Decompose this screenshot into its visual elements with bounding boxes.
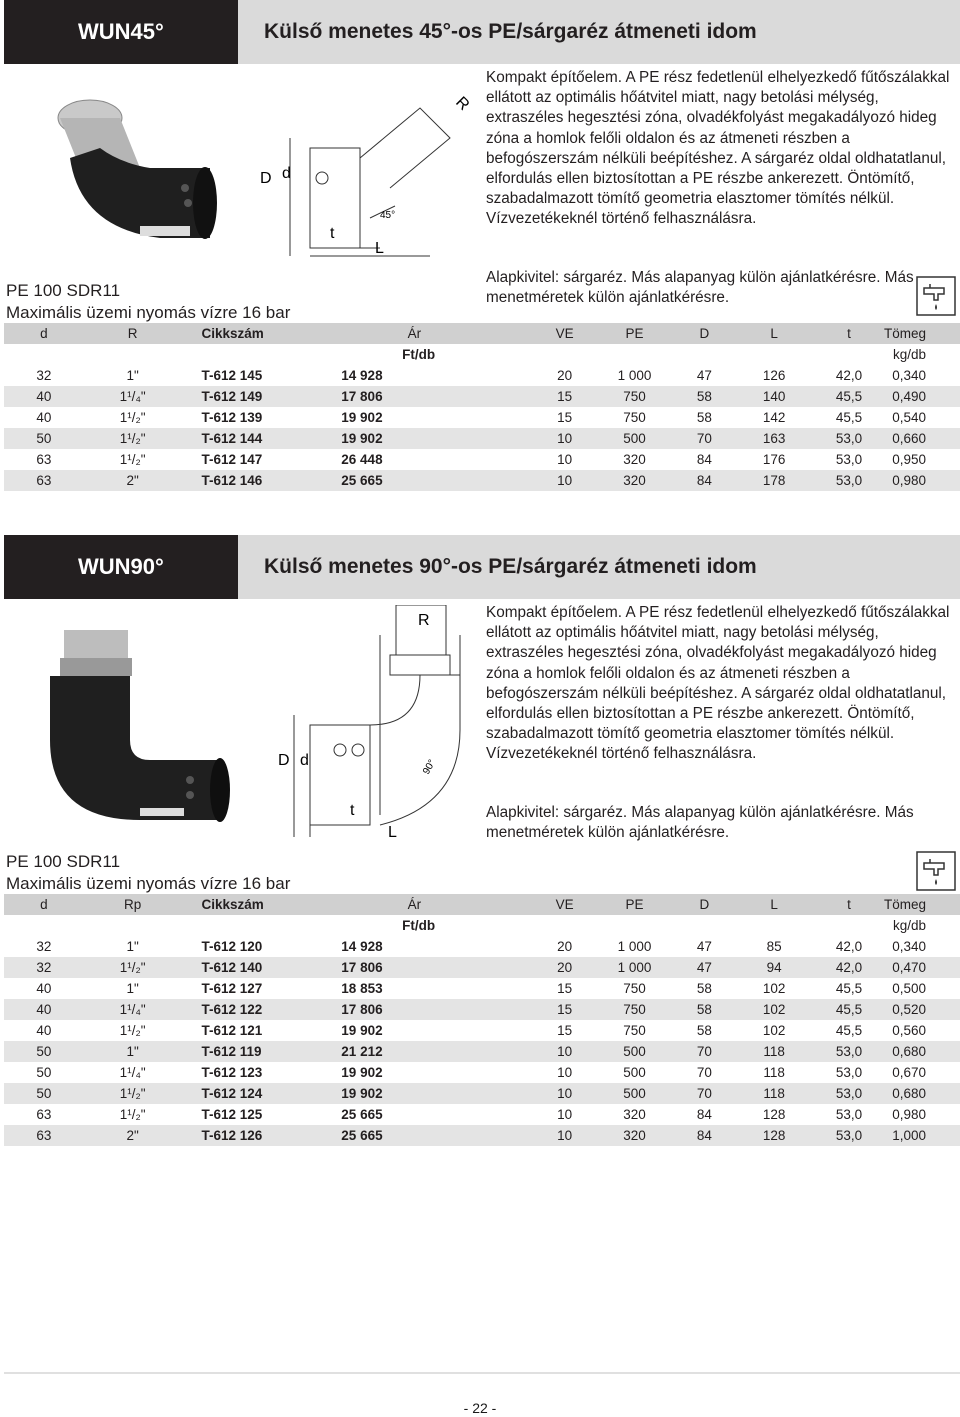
table-cell: T-612 127 bbox=[201, 981, 263, 996]
table-cell: 1 000 bbox=[617, 939, 652, 954]
table-cell: 320 bbox=[623, 452, 646, 467]
table-row bbox=[4, 999, 960, 1020]
table-cell: 17 806 bbox=[341, 960, 383, 975]
table-cell: 0,680 bbox=[892, 1044, 926, 1059]
gap-cell bbox=[435, 365, 535, 386]
table-cell: 0,490 bbox=[892, 389, 926, 404]
dim-d: d bbox=[300, 752, 309, 769]
table-cell: 58 bbox=[696, 389, 712, 404]
gap-cell bbox=[435, 470, 535, 491]
section-title: Külső menetes 90°-os PE/sárgaréz átmeneti idom bbox=[264, 555, 757, 578]
table-cell: 750 bbox=[623, 1023, 646, 1038]
table-cell: T-612 149 bbox=[201, 389, 263, 404]
dim-D: D bbox=[278, 752, 290, 769]
table-cell: 58 bbox=[696, 1002, 712, 1017]
table-cell: T-612 120 bbox=[201, 939, 263, 954]
table-cell: 20 bbox=[557, 939, 573, 954]
section-note: Alapkivitel: sárgaréz. Más alapanyag külön ajánlatkérésre. Más menetméretek külön ajánlatkérésre. bbox=[486, 804, 914, 842]
technical-drawing-45 bbox=[250, 78, 480, 258]
gap-cell bbox=[435, 957, 535, 978]
gap-cell bbox=[435, 1125, 535, 1146]
product-photo-45 bbox=[20, 78, 230, 258]
table-cell: T-612 145 bbox=[201, 368, 263, 383]
table-unit-row: Ft/db kg/db bbox=[4, 344, 960, 365]
spec-line-1: PE 100 SDR11 bbox=[6, 281, 121, 300]
section-description: Kompakt építőelem. A PE rész fedetlenül elhelyezkedő fűtőszálakkal ellátott az optimális hőátvitel miatt, nagy betolási mélység, extraszéles hegesztési zóna, olvadékfolyást megakadályozó hideg zóna a homlok felőli oldalon és az átmeneti részben a befogószerszám nélküli beépítéshez. A sárgaréz oldal oldhatatlanul, elfordulás ellen biztosítottan a PE részbe ankerezett. Öntömítő, szabadalmazott tömítő geometria elasztomer tömítés nélkül. Vízvezetékeknél történő felhasználásra. bbox=[486, 604, 950, 763]
table-cell: 70 bbox=[696, 1065, 712, 1080]
table-cell: 53,0 bbox=[835, 1065, 863, 1080]
table-cell: 0,540 bbox=[892, 410, 926, 425]
table-cell: T-612 124 bbox=[201, 1086, 263, 1101]
table-cell: 1,000 bbox=[892, 1128, 926, 1143]
product-code: WUN45° bbox=[4, 0, 238, 64]
table-header-row: d R Cikkszám Ár VE PE D L t Tömeg bbox=[4, 323, 960, 344]
table-cell: T-612 147 bbox=[201, 452, 263, 467]
product-code: WUN90° bbox=[4, 535, 238, 599]
table-cell: 750 bbox=[623, 410, 646, 425]
dim-angle: 45° bbox=[380, 210, 396, 221]
table-cell: 32 bbox=[36, 368, 52, 383]
table-cell: 70 bbox=[696, 1044, 712, 1059]
table-cell: 320 bbox=[623, 1107, 646, 1122]
table-row bbox=[4, 957, 960, 978]
table-cell: 0,340 bbox=[892, 939, 926, 954]
dim-R: R bbox=[418, 612, 430, 629]
table-cell: 102 bbox=[762, 1023, 786, 1038]
table-cell: 84 bbox=[696, 1107, 712, 1122]
table-cell: T-612 140 bbox=[201, 960, 263, 975]
table-cell: 140 bbox=[762, 389, 786, 404]
table-cell: T-612 144 bbox=[201, 431, 263, 446]
table-cell: 58 bbox=[696, 1023, 712, 1038]
table-cell: 40 bbox=[36, 389, 52, 404]
dim-angle: 90° bbox=[421, 757, 439, 777]
table-cell: 53,0 bbox=[835, 1128, 863, 1143]
table-cell: T-612 119 bbox=[201, 1044, 262, 1059]
gap-cell bbox=[435, 449, 535, 470]
table-cell: 63 bbox=[36, 1128, 52, 1143]
spec-table-90 bbox=[4, 894, 960, 1146]
table-row bbox=[4, 1020, 960, 1041]
table-cell: 102 bbox=[762, 1002, 786, 1017]
table-row bbox=[4, 386, 960, 407]
table-cell: 70 bbox=[696, 431, 712, 446]
table-cell: 15 bbox=[557, 1023, 573, 1038]
table-cell: 1¹/₂" bbox=[119, 1107, 146, 1122]
table-cell: 94 bbox=[766, 960, 782, 975]
table-cell: 0,500 bbox=[892, 981, 926, 996]
dim-d: d bbox=[282, 165, 291, 182]
table-cell: T-612 125 bbox=[201, 1107, 263, 1122]
table-row bbox=[4, 365, 960, 386]
table-cell: 15 bbox=[557, 981, 573, 996]
table-cell: 45,5 bbox=[835, 1002, 863, 1017]
table-cell: 10 bbox=[557, 1128, 573, 1143]
table-cell: 53,0 bbox=[835, 1107, 863, 1122]
tap-icon bbox=[916, 276, 956, 316]
table-cell: T-612 121 bbox=[201, 1023, 263, 1038]
table-cell: 21 212 bbox=[341, 1044, 383, 1059]
table-cell: 118 bbox=[763, 1044, 785, 1059]
table-cell: 0,670 bbox=[892, 1065, 926, 1080]
table-cell: 47 bbox=[696, 939, 712, 954]
table-row bbox=[4, 470, 960, 491]
spec-line-1: PE 100 SDR11 bbox=[6, 852, 121, 871]
table-cell: 84 bbox=[696, 473, 712, 488]
table-cell: 40 bbox=[36, 410, 52, 425]
gap-cell bbox=[435, 1083, 535, 1104]
table-cell: 20 bbox=[557, 368, 573, 383]
table-cell: T-612 122 bbox=[201, 1002, 263, 1017]
table-cell: 25 665 bbox=[341, 1128, 383, 1143]
table-cell: 1" bbox=[126, 368, 139, 383]
table-cell: 1¹/₂" bbox=[119, 1086, 146, 1101]
table-cell: 10 bbox=[557, 473, 573, 488]
table-cell: 18 853 bbox=[341, 981, 383, 996]
table-cell: 14 928 bbox=[341, 939, 383, 954]
table-cell: 19 902 bbox=[341, 410, 383, 425]
dim-L: L bbox=[375, 240, 384, 257]
table-cell: 0,950 bbox=[892, 452, 926, 467]
section-header bbox=[4, 535, 960, 599]
table-cell: 50 bbox=[36, 1065, 52, 1080]
gap-cell bbox=[435, 936, 535, 957]
spec-line-2: Maximális üzemi nyomás vízre 16 bar bbox=[6, 303, 291, 322]
table-cell: 750 bbox=[623, 1002, 646, 1017]
table-cell: 15 bbox=[557, 410, 573, 425]
product-photo-90 bbox=[40, 630, 240, 830]
table-cell: 25 665 bbox=[341, 1107, 383, 1122]
table-cell: 750 bbox=[623, 981, 646, 996]
table-cell: 0,660 bbox=[892, 431, 926, 446]
table-cell: 10 bbox=[557, 1107, 573, 1122]
section-description: Kompakt építőelem. A PE rész fedetlenül elhelyezkedő fűtőszálakkal ellátott az optimális hőátvitel miatt, nagy betolási mélység, extraszéles hegesztési zóna, olvadékfolyást megakadályozó hideg zóna a homlok felőli oldalon és az átmeneti részben a befogószerszám nélküli beépítéshez. A sárgaréz oldal oldhatatlanul, elfordulás ellen biztosítottan a PE részbe ankerezett. Öntömítő, szabadalmazott tömítő geometria elasztomer tömítés nélkül. Vízvezetékeknél történő felhasználásra. bbox=[486, 69, 950, 228]
table-row bbox=[4, 1083, 960, 1104]
table-cell: 45,5 bbox=[835, 389, 863, 404]
table-cell: 500 bbox=[623, 1086, 646, 1101]
table-cell: 1¹/₄" bbox=[119, 1002, 146, 1017]
table-cell: 1 000 bbox=[617, 960, 652, 975]
table-cell: T-612 139 bbox=[201, 410, 263, 425]
table-cell: 40 bbox=[36, 1002, 52, 1017]
table-cell: 85 bbox=[766, 939, 782, 954]
table-cell: 1¹/₄" bbox=[119, 389, 146, 404]
table-cell: 58 bbox=[696, 410, 712, 425]
table-cell: 19 902 bbox=[341, 431, 383, 446]
table-cell: 500 bbox=[623, 431, 646, 446]
table-cell: 63 bbox=[36, 452, 52, 467]
table-cell: 50 bbox=[36, 1086, 52, 1101]
gap-cell bbox=[435, 1020, 535, 1041]
table-cell: 63 bbox=[36, 473, 52, 488]
table-cell: 20 bbox=[557, 960, 573, 975]
table-cell: 1¹/₂" bbox=[119, 431, 146, 446]
table-cell: 1" bbox=[126, 981, 139, 996]
table-cell: T-612 146 bbox=[201, 473, 263, 488]
table-cell: 25 665 bbox=[341, 473, 383, 488]
table-cell: 42,0 bbox=[835, 368, 863, 383]
table-cell: 45,5 bbox=[835, 1023, 863, 1038]
page-number: - 22 - bbox=[463, 1400, 497, 1416]
table-cell: T-612 126 bbox=[201, 1128, 263, 1143]
table-cell: 26 448 bbox=[341, 452, 383, 467]
table-cell: 178 bbox=[762, 473, 786, 488]
spec-line-2: Maximális üzemi nyomás vízre 16 bar bbox=[6, 874, 291, 893]
table-cell: 0,470 bbox=[892, 960, 926, 975]
table-row bbox=[4, 449, 960, 470]
table-cell: 102 bbox=[762, 981, 786, 996]
table-cell: 53,0 bbox=[835, 452, 863, 467]
table-cell: 10 bbox=[557, 1065, 573, 1080]
table-cell: 320 bbox=[623, 1128, 646, 1143]
section-note: Alapkivitel: sárgaréz. Más alapanyag külön ajánlatkérésre. Más menetméretek külön ajánlatkérésre. bbox=[486, 269, 914, 307]
table-cell: 84 bbox=[696, 1128, 712, 1143]
table-cell: 53,0 bbox=[835, 431, 863, 446]
table-cell: 500 bbox=[623, 1065, 646, 1080]
table-cell: 128 bbox=[762, 1107, 786, 1122]
table-row bbox=[4, 1041, 960, 1062]
section-title: Külső menetes 45°-os PE/sárgaréz átmeneti idom bbox=[264, 20, 757, 43]
table-cell: 0,560 bbox=[892, 1023, 926, 1038]
table-cell: 53,0 bbox=[835, 473, 863, 488]
table-cell: 32 bbox=[36, 939, 52, 954]
technical-drawing-90 bbox=[270, 605, 480, 840]
dim-R: R bbox=[452, 93, 473, 115]
table-cell: 19 902 bbox=[341, 1065, 383, 1080]
table-cell: 176 bbox=[762, 452, 786, 467]
table-cell: 0,980 bbox=[892, 473, 926, 488]
table-cell: 1¹/₂" bbox=[119, 960, 146, 975]
dim-D: D bbox=[260, 170, 272, 187]
table-cell: 118 bbox=[763, 1065, 785, 1080]
table-cell: 2" bbox=[126, 1128, 139, 1143]
table-cell: 14 928 bbox=[341, 368, 383, 383]
table-cell: 118 bbox=[763, 1086, 785, 1101]
table-cell: 53,0 bbox=[835, 1086, 863, 1101]
table-cell: 0,680 bbox=[892, 1086, 926, 1101]
table-cell: 47 bbox=[696, 368, 712, 383]
gap-cell bbox=[435, 407, 535, 428]
table-cell: 84 bbox=[696, 452, 712, 467]
dim-L: L bbox=[388, 824, 397, 840]
table-cell: 320 bbox=[623, 473, 646, 488]
table-cell: 126 bbox=[762, 368, 786, 383]
table-unit-row: Ft/db kg/db bbox=[4, 915, 960, 936]
table-cell: 0,980 bbox=[892, 1107, 926, 1122]
table-cell: 1 000 bbox=[617, 368, 652, 383]
table-cell: 70 bbox=[696, 1086, 712, 1101]
table-cell: 58 bbox=[696, 981, 712, 996]
table-cell: 1¹/₂" bbox=[119, 410, 146, 425]
table-cell: 142 bbox=[762, 410, 786, 425]
table-cell: 10 bbox=[557, 1044, 573, 1059]
table-cell: 47 bbox=[696, 960, 712, 975]
table-cell: 1" bbox=[126, 939, 139, 954]
dim-t: t bbox=[330, 225, 335, 242]
table-cell: 15 bbox=[557, 1002, 573, 1017]
table-row bbox=[4, 407, 960, 428]
table-cell: 10 bbox=[557, 1086, 573, 1101]
table-cell: 15 bbox=[557, 389, 573, 404]
gap-cell bbox=[435, 999, 535, 1020]
table-cell: 750 bbox=[623, 389, 646, 404]
table-cell: 1¹/₂" bbox=[119, 452, 146, 467]
table-cell: 50 bbox=[36, 431, 52, 446]
table-cell: 10 bbox=[557, 431, 573, 446]
gap-cell bbox=[435, 1062, 535, 1083]
gap-cell bbox=[435, 386, 535, 407]
table-row bbox=[4, 1125, 960, 1146]
table-cell: 19 902 bbox=[341, 1023, 383, 1038]
table-cell: 40 bbox=[36, 1023, 52, 1038]
table-cell: 19 902 bbox=[341, 1086, 383, 1101]
table-row bbox=[4, 978, 960, 999]
table-row bbox=[4, 428, 960, 449]
table-cell: 17 806 bbox=[341, 1002, 383, 1017]
table-cell: 45,5 bbox=[835, 981, 863, 996]
dim-t: t bbox=[350, 802, 355, 819]
table-cell: 63 bbox=[36, 1107, 52, 1122]
table-cell: 128 bbox=[762, 1128, 786, 1143]
table-cell: 2" bbox=[126, 473, 139, 488]
table-row bbox=[4, 936, 960, 957]
table-header-row: d Rp Cikkszám Ár VE PE D L t Tömeg bbox=[4, 894, 960, 915]
table-row bbox=[4, 1104, 960, 1125]
table-cell: 0,340 bbox=[892, 368, 926, 383]
table-cell: 1¹/₄" bbox=[119, 1065, 146, 1080]
table-cell: 53,0 bbox=[835, 1044, 863, 1059]
gap-cell bbox=[435, 978, 535, 999]
table-cell: 163 bbox=[762, 431, 786, 446]
table-cell: 50 bbox=[36, 1044, 52, 1059]
table-cell: 32 bbox=[36, 960, 52, 975]
table-cell: 42,0 bbox=[835, 960, 863, 975]
table-cell: 0,520 bbox=[892, 1002, 926, 1017]
table-row bbox=[4, 1062, 960, 1083]
tap-icon bbox=[916, 851, 956, 891]
gap-cell bbox=[435, 1104, 535, 1125]
gap-cell bbox=[435, 428, 535, 449]
table-cell: 42,0 bbox=[835, 939, 863, 954]
table-cell: 45,5 bbox=[835, 410, 863, 425]
footer-divider bbox=[4, 1372, 960, 1374]
table-cell: T-612 123 bbox=[201, 1065, 263, 1080]
table-cell: 17 806 bbox=[341, 389, 383, 404]
spec-table-45 bbox=[4, 323, 960, 491]
table-cell: 1" bbox=[126, 1044, 139, 1059]
section-header bbox=[4, 0, 960, 64]
table-cell: 10 bbox=[557, 452, 573, 467]
gap-cell bbox=[435, 1041, 535, 1062]
table-cell: 40 bbox=[36, 981, 52, 996]
table-cell: 1¹/₂" bbox=[119, 1023, 146, 1038]
table-cell: 500 bbox=[623, 1044, 646, 1059]
